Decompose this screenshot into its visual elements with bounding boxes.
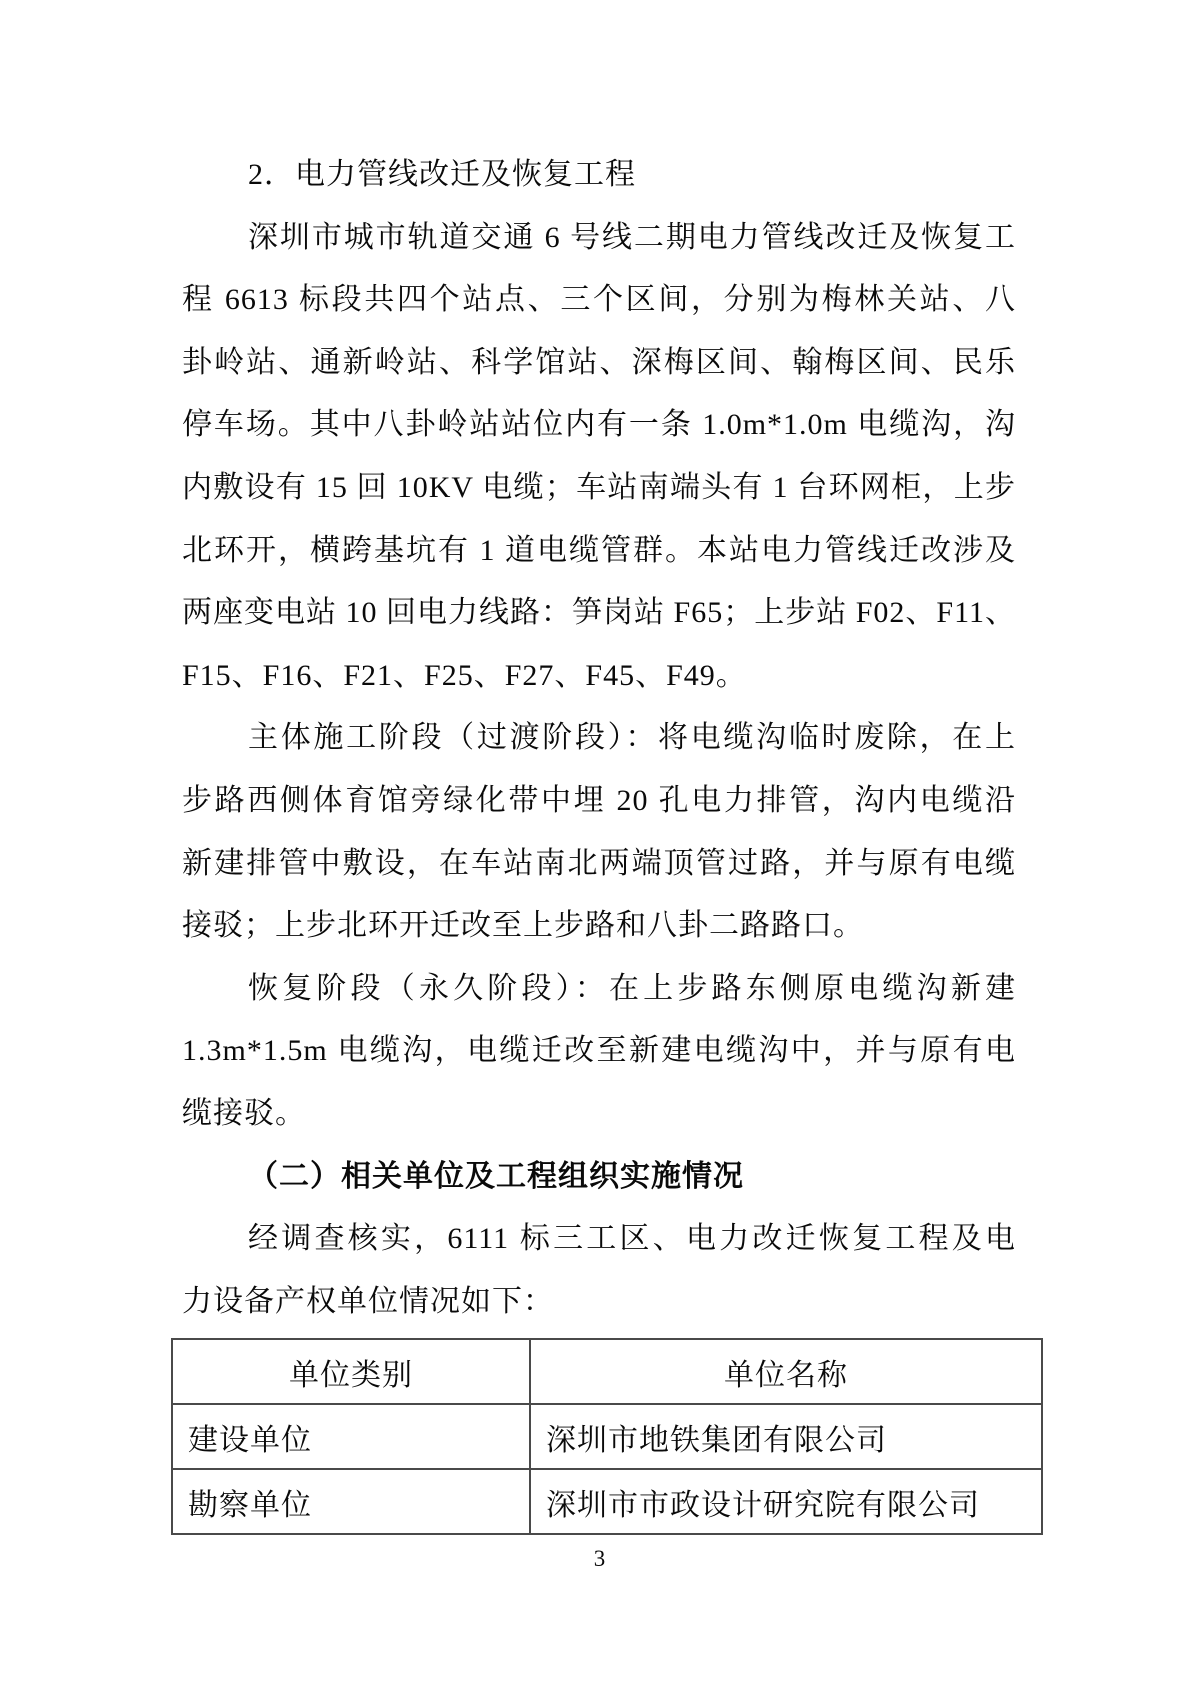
text-line: 步路西侧体育馆旁绿化带中埋 20 孔电力排管，沟内电缆沿 xyxy=(182,783,1016,817)
text-line: 接驳；上步北环开迁改至上步路和八卦二路路口。 xyxy=(182,909,864,943)
text-line: F15、F16、F21、F25、F27、F45、F49。 xyxy=(182,658,747,692)
text-line: 1.3m*1.5m 电缆沟，电缆迁改至新建电缆沟中，并与原有电 xyxy=(182,1034,1016,1068)
page-number: 3 xyxy=(593,1546,606,1571)
text-line: 停车场。其中八卦岭站站位内有一条 1.0m*1.0m 电缆沟，沟 xyxy=(182,408,1016,442)
unit-type-cell: 建设单位 xyxy=(172,1404,530,1469)
text-line: 新建排管中敷设，在车站南北两端顶管过路，并与原有电缆 xyxy=(182,846,1016,880)
units-table xyxy=(171,1338,1043,1535)
text-line: 主体施工阶段（过渡阶段）：将电缆沟临时废除，在上 xyxy=(248,721,1016,755)
text-line: 深圳市城市轨道交通 6 号线二期电力管线改迁及恢复工 xyxy=(248,220,1016,254)
document-body xyxy=(182,144,1016,1333)
text-line: 2．电力管线改迁及恢复工程 xyxy=(248,158,636,191)
text-line: 经调查核实，6111 标三工区、电力改迁恢复工程及电 xyxy=(248,1222,1016,1256)
unit-type-cell: 勘察单位 xyxy=(172,1469,530,1534)
unit-name-cell: 深圳市地铁集团有限公司 xyxy=(530,1404,1042,1469)
text-line: 两座变电站 10 回电力线路：笋岗站 F65；上步站 F02、F11、 xyxy=(182,596,1016,630)
text-line: 力设备产权单位情况如下： xyxy=(182,1284,554,1318)
table-header-cell: 单位类别 xyxy=(172,1339,530,1404)
table-header-cell: 单位名称 xyxy=(530,1339,1042,1404)
text-line: 卦岭站、通新岭站、科学馆站、深梅区间、翰梅区间、民乐 xyxy=(182,345,1016,379)
units-table-body xyxy=(172,1339,1042,1534)
unit-name-cell: 深圳市市政设计研究院有限公司 xyxy=(530,1469,1042,1534)
text-line: 内敷设有 15 回 10KV 电缆；车站南端头有 1 台环网柜，上步 xyxy=(182,470,1016,504)
text-line: 恢复阶段（永久阶段）：在上步路东侧原电缆沟新建 xyxy=(248,971,1016,1005)
text-line: 缆接驳。 xyxy=(182,1096,306,1130)
table-row xyxy=(172,1404,1042,1469)
section-heading-line: （二）相关单位及工程组织实施情况 xyxy=(248,1159,744,1193)
table-header-row xyxy=(172,1339,1042,1404)
table-row xyxy=(172,1469,1042,1534)
text-line: 程 6613 标段共四个站点、三个区间，分别为梅林关站、八 xyxy=(182,283,1016,317)
text-line: 北环开，横跨基坑有 1 道电缆管群。本站电力管线迁改涉及 xyxy=(182,533,1016,567)
